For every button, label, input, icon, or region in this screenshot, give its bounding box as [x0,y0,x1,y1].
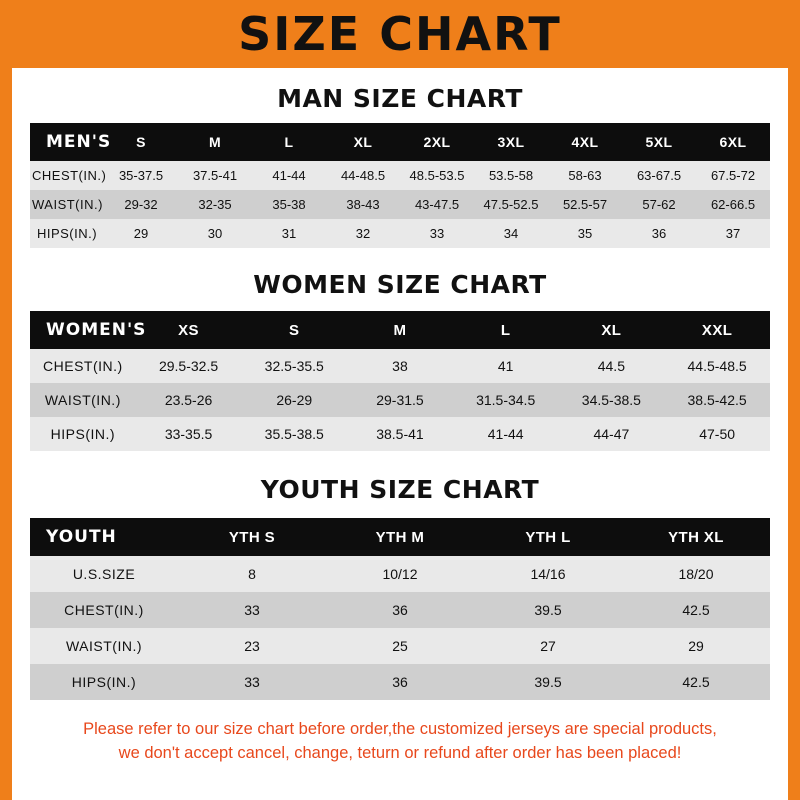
footer-line-2: we don't accept cancel, change, teturn or refund after order has been placed! [118,743,682,762]
column-header: S [136,134,146,150]
table-cell: 33 [244,602,260,618]
table-cell: 35-38 [272,197,306,212]
table-cell: 35 [577,226,593,241]
table-header-row [30,123,770,161]
row-label: U.S.SIZE [72,566,136,582]
column-header: 3XL [497,134,525,150]
table-cell: 37 [725,226,741,241]
content-area [12,84,788,766]
table-cell: 36 [392,674,408,690]
table-cell: 57-62 [642,197,676,212]
table-cell: 38.5-42.5 [687,392,747,408]
row-label: WAIST(IN.) [44,392,121,408]
man-size-table [30,123,770,248]
table-cell: 39.5 [534,602,562,618]
table-row [30,219,770,248]
table-cell: 35-37.5 [118,168,164,183]
table-cell: 67.5-72 [710,168,756,183]
table-cell: 43-47.5 [414,197,460,212]
table-cell: 37.5-41 [192,168,238,183]
table-cell: 23 [244,638,260,654]
table-cell: 32 [355,226,371,241]
table-cell: 14/16 [530,566,566,582]
table-cell: 29-32 [124,197,158,212]
youth-table-header [30,518,770,556]
table-cell: 62-66.5 [710,197,756,212]
youth-table-body [30,556,770,700]
table-row [30,190,770,219]
table-cell: 34.5-38.5 [581,392,641,408]
table-cell: 42.5 [682,674,710,690]
table-cell: 48.5-53.5 [409,168,465,183]
column-header: XL [353,134,373,150]
youth-section-title: YOUTH SIZE CHART [260,475,540,504]
page-title: SIZE CHART [238,7,562,61]
column-header: XL [601,321,622,339]
header-band [12,0,788,68]
column-header: S [289,321,300,339]
row-label: HIPS(IN.) [71,674,137,690]
table-cell: 31.5-34.5 [476,392,536,408]
table-cell: 41-44 [487,426,524,442]
row-label: CHEST(IN.) [43,358,123,374]
table-cell: 58-63 [568,168,602,183]
women-table-body [30,349,770,451]
table-cell: 38 [392,358,408,374]
row-label: HIPS(IN.) [50,426,116,442]
table-cell: 29-31.5 [376,392,424,408]
column-header: YTH M [375,528,425,546]
table-cell: 39.5 [534,674,562,690]
column-header: 4XL [571,134,599,150]
table-cell: 44.5 [597,358,625,374]
table-cell: 10/12 [382,566,418,582]
table-cell: 52.5-57 [562,197,608,212]
footer-disclaimer [30,718,770,766]
man-table-header [30,123,770,161]
table-cell: 36 [392,602,408,618]
table-cell: 18/20 [678,566,714,582]
table-row [30,592,770,628]
table-cell: 29.5-32.5 [158,358,219,374]
column-header: YOUTH [46,527,117,547]
table-cell: 33-35.5 [164,426,213,442]
table-cell: 44-48.5 [340,168,386,183]
table-cell: 44.5-48.5 [687,358,747,374]
table-cell: 29 [133,226,149,241]
table-cell: 30 [207,226,223,241]
column-header: XXL [701,321,733,339]
women-size-table [30,311,770,451]
column-header: WOMEN'S [46,320,147,340]
table-cell: 38-43 [346,197,380,212]
column-header: L [500,321,511,339]
man-section-title: MAN SIZE CHART [277,84,523,113]
table-cell: 41-44 [272,168,306,183]
row-label: WAIST(IN.) [65,638,143,654]
table-cell: 33 [244,674,260,690]
column-header: YTH L [525,528,571,546]
footer-line-1: Please refer to our size chart before order,the customized jerseys are special products, [83,720,717,738]
row-label: WAIST(IN.) [32,197,103,212]
table-cell: 29 [688,638,704,654]
table-cell: 42.5 [682,602,710,618]
column-header: YTH S [228,528,276,546]
table-row [30,383,770,417]
table-cell: 32.5-35.5 [264,358,324,374]
table-cell: 36 [651,226,667,241]
table-row [30,161,770,190]
table-cell: 25 [392,638,408,654]
women-section-title: WOMEN SIZE CHART [253,270,547,299]
table-row [30,628,770,664]
man-table-body [30,161,770,248]
column-header: 2XL [423,134,451,150]
column-header: MEN'S [46,132,112,152]
row-label: HIPS(IN.) [36,226,98,241]
row-label: CHEST(IN.) [32,168,107,183]
table-cell: 47.5-52.5 [483,197,539,212]
table-cell: 38.5-41 [376,426,424,442]
table-row [30,417,770,451]
column-header: M [393,321,407,339]
column-header: YTH XL [668,528,724,546]
column-header: M [208,134,222,150]
table-cell: 33 [429,226,445,241]
table-cell: 44-47 [593,426,630,442]
table-row [30,349,770,383]
row-label: CHEST(IN.) [64,602,144,618]
table-row [30,556,770,592]
table-cell: 53.5-58 [488,168,534,183]
table-header-row [30,311,770,349]
table-cell: 26-29 [276,392,313,408]
youth-size-table [30,518,770,700]
table-row [30,664,770,700]
column-header: L [284,134,294,150]
table-cell: 31 [281,226,297,241]
table-cell: 63-67.5 [636,168,682,183]
table-cell: 23.5-26 [164,392,213,408]
table-header-row [30,518,770,556]
column-header: 5XL [645,134,673,150]
table-cell: 34 [503,226,519,241]
table-cell: 32-35 [198,197,232,212]
column-header: 6XL [719,134,747,150]
table-cell: 27 [540,638,556,654]
women-table-header [30,311,770,349]
table-cell: 8 [248,566,256,582]
table-cell: 47-50 [699,426,736,442]
table-cell: 35.5-38.5 [264,426,324,442]
table-cell: 41 [497,358,514,374]
column-header: XS [178,321,199,339]
